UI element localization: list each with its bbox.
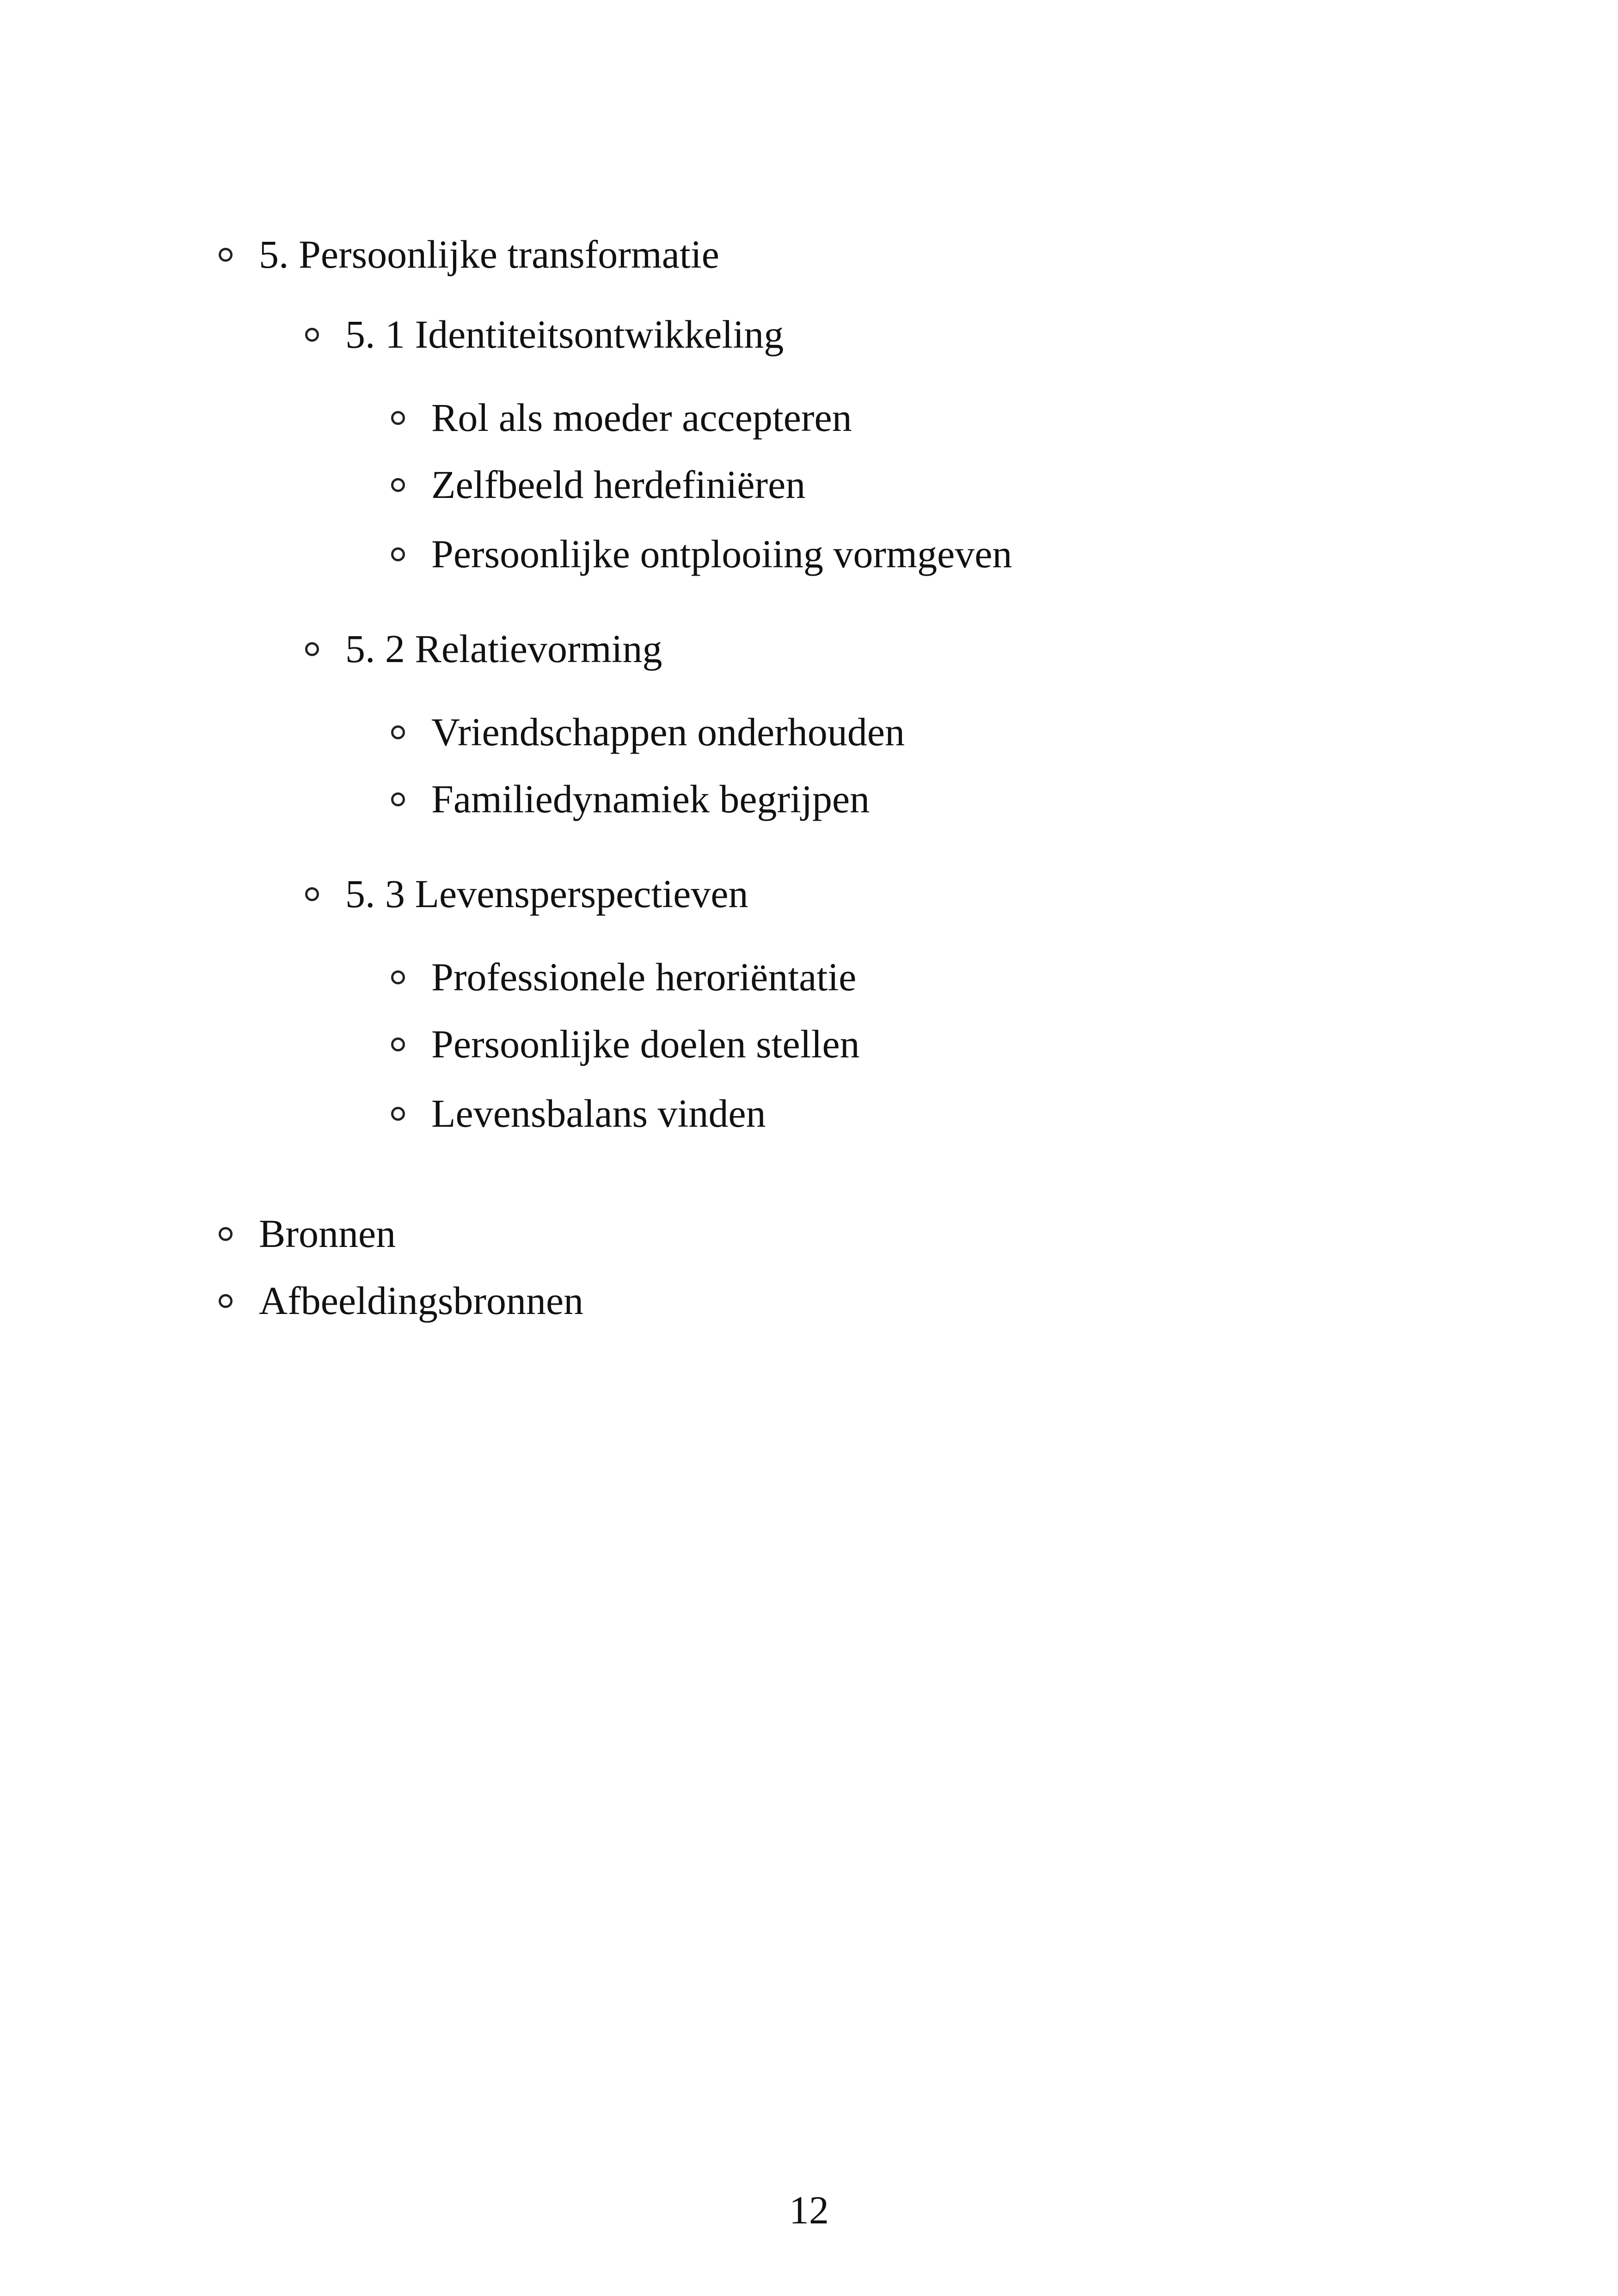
toc-label: Familiedynamiek begrijpen <box>431 777 870 821</box>
circle-bullet-icon <box>391 970 405 984</box>
circle-bullet-icon <box>219 1227 233 1241</box>
circle-bullet-icon <box>391 1107 405 1121</box>
toc-label: Rol als moeder accepteren <box>431 395 852 440</box>
circle-bullet-icon <box>305 642 319 656</box>
toc-label: Afbeeldingsbronnen <box>259 1278 584 1323</box>
circle-bullet-icon <box>391 411 405 425</box>
circle-bullet-icon <box>391 547 405 561</box>
toc-label: 5. Persoonlijke transformatie <box>259 232 719 276</box>
toc-label: Bronnen <box>259 1211 396 1256</box>
toc-label: Professionele heroriëntatie <box>431 955 857 999</box>
toc-label: 5. 2 Relatievorming <box>345 626 662 671</box>
toc-label: Vriendschappen onderhouden <box>431 710 905 754</box>
circle-bullet-icon <box>391 1037 405 1051</box>
circle-bullet-icon <box>219 1294 233 1308</box>
toc-label: Zelfbeeld herdefiniëren <box>431 462 806 507</box>
toc-label: 5. 1 Identiteitsontwikkeling <box>345 312 784 356</box>
circle-bullet-icon <box>391 478 405 492</box>
circle-bullet-icon <box>219 248 233 262</box>
toc-label: Persoonlijke doelen stellen <box>431 1022 860 1066</box>
circle-bullet-icon <box>305 328 319 342</box>
circle-bullet-icon <box>391 725 405 739</box>
circle-bullet-icon <box>305 887 319 901</box>
toc-label: Levensbalans vinden <box>431 1091 766 1136</box>
toc-label: 5. 3 Levensperspectieven <box>345 872 748 916</box>
circle-bullet-icon <box>391 792 405 806</box>
page-number: 12 <box>789 2188 829 2232</box>
toc-label: Persoonlijke ontplooiing vormgeven <box>431 532 1012 576</box>
